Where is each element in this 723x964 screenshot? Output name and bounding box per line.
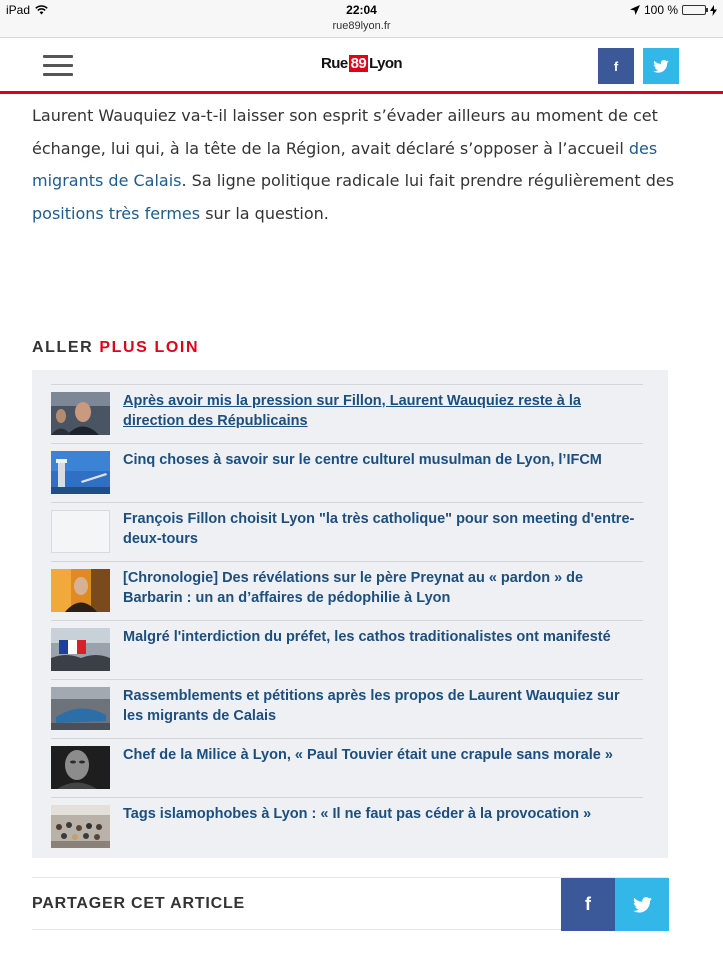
device-name: iPad	[6, 3, 31, 17]
related-item-title: François Fillon choisit Lyon "la très catholique" pour son meeting d'entre-deux-tours	[123, 511, 635, 547]
article-text-2: . Sa ligne politique radicale lui fait prendre régulièrement des	[181, 171, 675, 190]
article-thumbnail	[51, 569, 110, 612]
address-bar-url[interactable]: rue89lyon.fr	[332, 20, 391, 32]
related-item[interactable]	[51, 797, 643, 856]
related-item-title: Chef de la Milice à Lyon, « Paul Touvier était une crapule sans morale »	[123, 747, 613, 763]
charging-bolt-icon	[710, 5, 717, 16]
article-thumbnail	[51, 628, 110, 671]
clock: 22:04	[346, 3, 377, 17]
share-label: PARTAGER CET ARTICLE	[32, 895, 246, 912]
twitter-icon	[653, 60, 669, 73]
related-item-title: Cinq choses à savoir sur le centre culturel musulman de Lyon, l’IFCM	[123, 452, 602, 468]
logo-text-rue: Rue	[321, 55, 348, 72]
link-positions-fermes[interactable]: positions très fermes	[32, 203, 201, 223]
related-item[interactable]	[51, 443, 643, 502]
link-migrants-calais[interactable]: des migrants de Calais	[32, 138, 658, 190]
site-header	[0, 38, 723, 94]
logo-text-89: 89	[350, 55, 367, 72]
related-title-part2: PLUS LOIN	[99, 339, 200, 356]
facebook-button[interactable]	[598, 48, 634, 84]
twitter-button[interactable]	[643, 48, 679, 84]
related-item[interactable]	[51, 679, 643, 738]
article-thumbnail	[51, 687, 110, 730]
article-text-1: Laurent Wauquiez va-t-il laisser son esprit s’évader ailleurs au moment de cet échange, lui qui, à la tête de la Région, avait déclaré s’opposer à l’accueil	[32, 106, 658, 158]
article-thumbnail	[51, 392, 110, 435]
facebook-icon: f	[585, 894, 591, 914]
related-section-title	[32, 339, 199, 357]
logo-text-lyon: Lyon	[369, 55, 402, 72]
related-item-title: Rassemblements et pétitions après les propos de Laurent Wauquiez sur les migrants de Calais	[123, 688, 620, 724]
status-right	[630, 3, 717, 17]
related-item-title: Après avoir mis la pression sur Fillon, Laurent Wauquiez reste à la direction des Républicains	[123, 393, 581, 429]
related-item[interactable]	[51, 620, 643, 679]
related-item[interactable]	[51, 738, 643, 797]
related-item-title: Tags islamophobes à Lyon : « Il ne faut pas céder à la provocation »	[123, 806, 592, 822]
related-item-title: Malgré l'interdiction du préfet, les cathos traditionalistes ont manifesté	[123, 629, 611, 645]
share-bar	[32, 877, 668, 930]
share-twitter-button[interactable]	[615, 878, 669, 931]
related-item-title: [Chronologie] Des révélations sur le père Preynat au « pardon » de Barbarin : un an d’affaires de pédophilie à Lyon	[123, 570, 584, 606]
twitter-icon	[633, 897, 652, 913]
related-item[interactable]	[51, 502, 643, 561]
location-arrow-icon	[630, 5, 640, 15]
facebook-icon: f	[613, 58, 619, 74]
share-facebook-button[interactable]	[561, 878, 615, 931]
related-item[interactable]	[51, 561, 643, 620]
related-item[interactable]	[51, 384, 643, 443]
article-thumbnail	[51, 805, 110, 848]
battery-icon	[682, 5, 706, 15]
article-text-3: sur la question.	[200, 203, 329, 223]
article-thumbnail	[51, 510, 110, 553]
article-paragraph	[32, 100, 692, 230]
article-thumbnail	[51, 746, 110, 789]
related-articles-list	[32, 370, 668, 858]
battery-percent: 100 %	[643, 3, 678, 17]
status-bar	[0, 0, 723, 38]
related-title-part1: ALLER	[32, 339, 94, 356]
article-thumbnail	[51, 451, 110, 494]
